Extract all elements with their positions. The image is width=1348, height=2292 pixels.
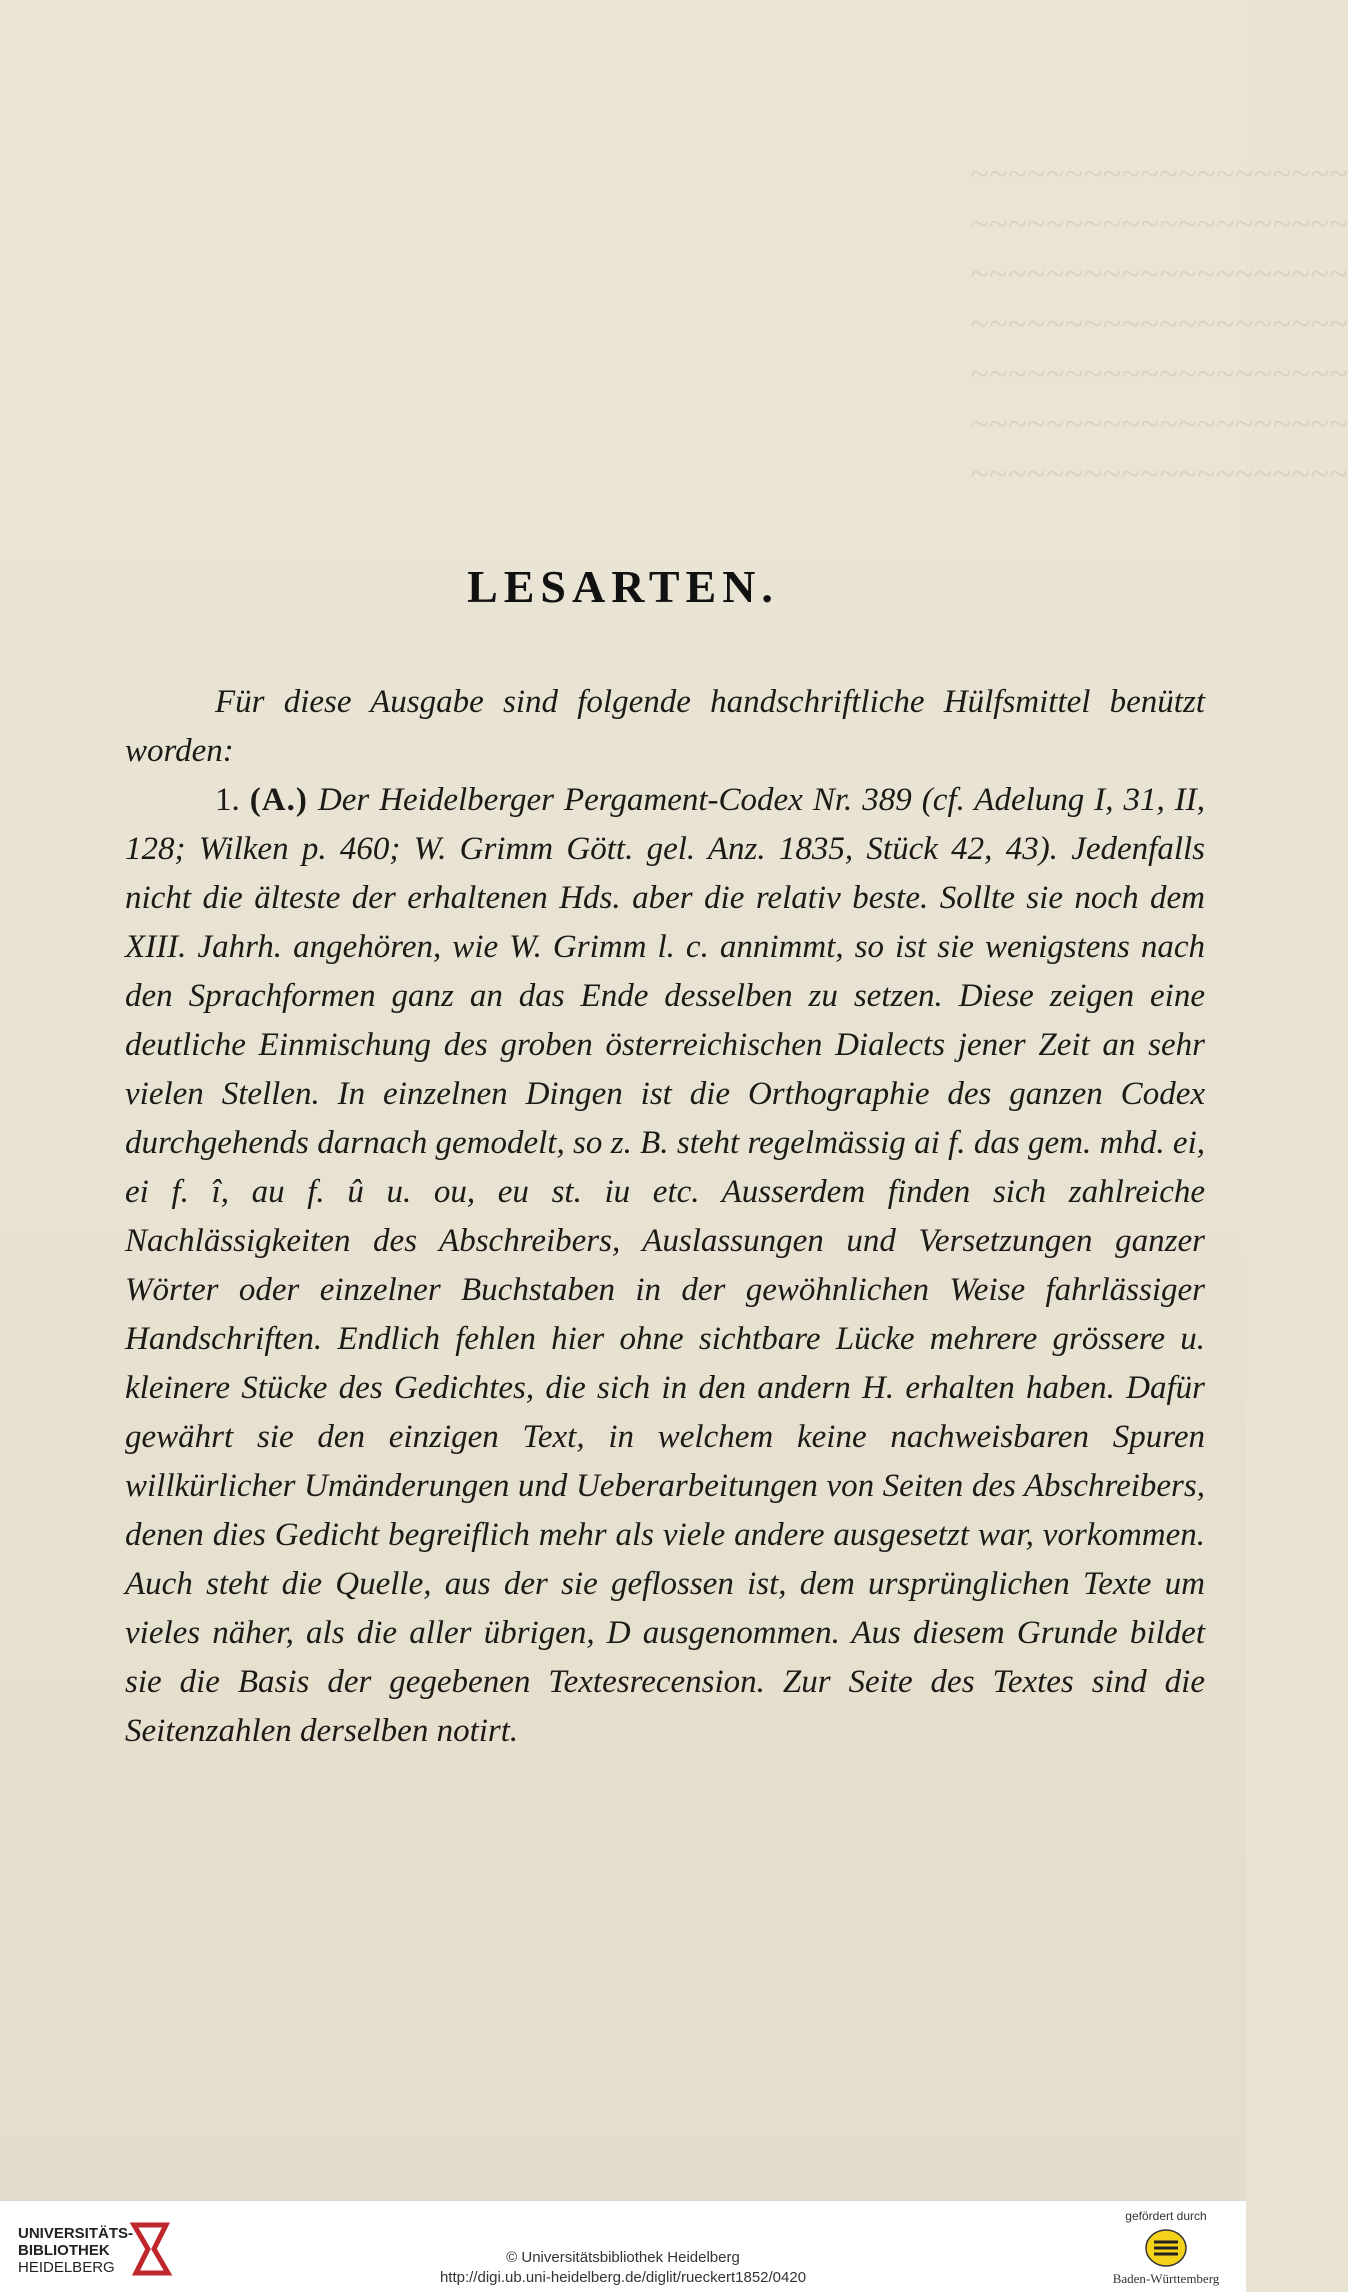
show-through-text: ~~~~~~~~~~~~~~~~~~~~ ~~~~~~~~~~~~~~~~~~~~ ~~~~~~~~~~~~~~~~~~~~ ~~~~~~~~~~~~~~~~~~~~ ~~~~~~~~~~~~~~~~~~~~ ~~~~~~~~~~~~~~~~~~~~ ~~~~~~~~~~~~~~~~~~~~ (970, 156, 1348, 493)
document-body (125, 678, 1205, 1756)
library-name-line1: UNIVERSITÄTS- (18, 2225, 134, 2242)
copyright-notice: © Universitätsbibliothek Heidelberg (506, 2249, 740, 2266)
manuscript-sigil: (A.) (249, 782, 308, 818)
item-number: 1. (215, 782, 240, 818)
funding-state: Baden-Württemberg (1112, 2271, 1220, 2286)
library-name-line2: BIBLIOTHEK (18, 2242, 110, 2259)
funding-label: gefördert durch (1125, 2209, 1207, 2223)
intro-paragraph: Für diese Ausgabe sind folgende handschriftliche Hülfsmittel benützt worden: (125, 684, 1205, 769)
state-crest-icon (1144, 2228, 1188, 2268)
list-item (125, 776, 1205, 1756)
library-name-line3: HEIDELBERG (18, 2259, 115, 2276)
permalink[interactable]: http://digi.ub.uni-heidelberg.de/diglit/rueckert1852/0420 (439, 2269, 807, 2286)
library-footer (0, 2200, 1246, 2292)
funding-credit (1096, 2209, 1236, 2287)
page-title: LESARTEN. (467, 561, 779, 612)
item-text: Der Heidelberger Pergament-Codex Nr. 389 (cf. Adelung I, 31, II, 128; Wilken p. 460; W. Grimm Gött. gel. Anz. 1835, Stück 42, 43). Jedenfalls nicht die älteste der erhaltenen Hds. aber die relativ beste. Sollte sie noch dem XIII. Jahrh. angehören, wie W. Grimm l. c. annimmt, so ist sie wenigstens nach den Sprachformen ganz an das Ende desselben zu setzen. Diese zeigen eine deutliche Einmischung des groben österreichischen Dialects jener Zeit an sehr vielen Stellen. In einzelnen Dingen ist die Orthographie des ganzen Codex durchgehends darnach gemodelt, so z. B. steht regelmässig ai f. das gem. mhd. ei, ei f. î, au f. û u. ou, eu st. iu etc. Ausserdem finden sich zahlreiche Nachlässigkeiten des Abschreibers, Auslassungen und Versetzungen ganzer Wörter oder einzelner Buchstaben in der gewöhnlichen Weise fahrlässiger Handschriften. Endlich fehlen hier ohne sichtbare Lücke mehrere grössere u. kleinere Stücke des Gedichtes, die sich in den andern H. erhalten haben. Dafür gewährt sie den einzigen Text, in welchem keine nachweisbaren Spuren willkürlicher Umänderungen und Ueberarbeitungen von Seiten des Abschreibers, denen dies Gedicht begreiflich mehr als viele andere ausgesetzt war, vorkommen. Auch steht die Quelle, aus der sie geflossen ist, dem ursprünglichen Texte um vieles näher, als die aller übrigen, D ausgenommen. Aus diesem Grunde bildet sie die Basis der gegebenen Textesrecension. Zur Seite des Textes sind die Seitenzahlen derselben notirt. (125, 782, 1206, 1749)
